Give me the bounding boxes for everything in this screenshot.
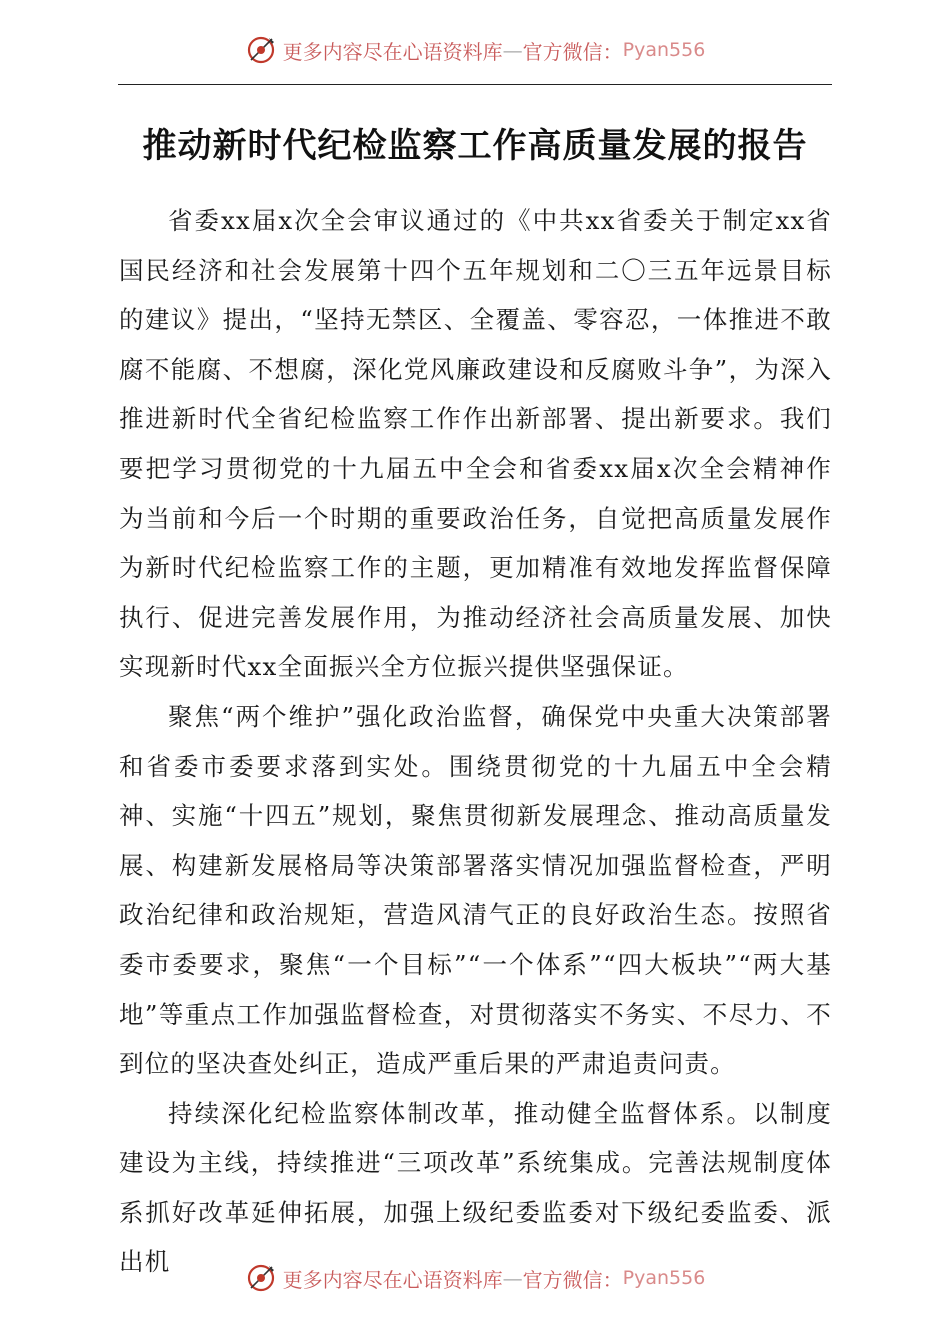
header-wechat-id: Pyan556 (622, 39, 706, 61)
body-paragraph-2: 聚焦“两个维护”强化政治监督，确保党中央重大决策部署和省委市委要求落到实处。围绕贯彻党的十九届五中全会精神、实施“十四五”规划，聚焦贯彻新发展理念、推动高质量发展、构建新发展格局等决策部署落实情况加强监督检查，严明政治纪律和政治规矩，营造风清气正的良好政治生态。按照省委市委要求，聚焦“一个目标”“一个体系”“四大板块”“两大基地”等重点工作加强监督检查，对贯彻落实不务实、不尽力、不到位的坚决查处纠正，造成严重后果的严肃追责问责。 (119, 701, 832, 1079)
footer-wechat-id: Pyan556 (622, 1267, 706, 1289)
footer-brand-text: 更多内容尽在心语资料库 (282, 1267, 503, 1292)
footer-separator: — (502, 1266, 523, 1290)
body-paragraph-1: 省委xx届x次全会审议通过的《中共xx省委关于制定xx省国民经济和社会发展第十四个五年规划和二〇三五年远景目标的建议》提出，“坚持无禁区、全覆盖、零容忍，一体推进不敢腐不能腐、不想腐，深化党风廉政建设和反腐败斗争”，为深入推进新时代全省纪检监察工作作出新部署、提出新要求。我们要把学习贯彻党的十九届五中全会和省委xx届x次全会精神作为当前和今后一个时期的重要政治任务，自觉把高质量发展作为新时代纪检监察工作的主题，更加精准有效地发挥监督保障执行、促进完善发展作用，为推动经济社会高质量发展、加快实现新时代xx全面振兴全方位振兴提供坚强保证。 (119, 206, 832, 682)
brand-logo-icon (245, 33, 279, 67)
footer-banner (0, 1258, 950, 1298)
header-wechat-label: 官方微信： (522, 39, 623, 64)
header-separator: — (502, 38, 523, 62)
header-banner (0, 30, 950, 70)
footer-wechat-label: 官方微信： (522, 1267, 623, 1292)
brand-logo-icon (245, 1261, 279, 1295)
document-title: 推动新时代纪检监察工作高质量发展的报告 (142, 126, 808, 166)
header-brand-text: 更多内容尽在心语资料库 (282, 39, 503, 64)
document-body (119, 196, 832, 1287)
body-paragraph-3: 持续深化纪检监察体制改革，推动健全监督体系。以制度建设为主线，持续推进“三项改革”系统集成。完善法规制度体系抓好改革延伸拓展，加强上级纪委监委对下级纪委监委、派出机 (119, 1098, 832, 1277)
header-divider (118, 84, 832, 85)
